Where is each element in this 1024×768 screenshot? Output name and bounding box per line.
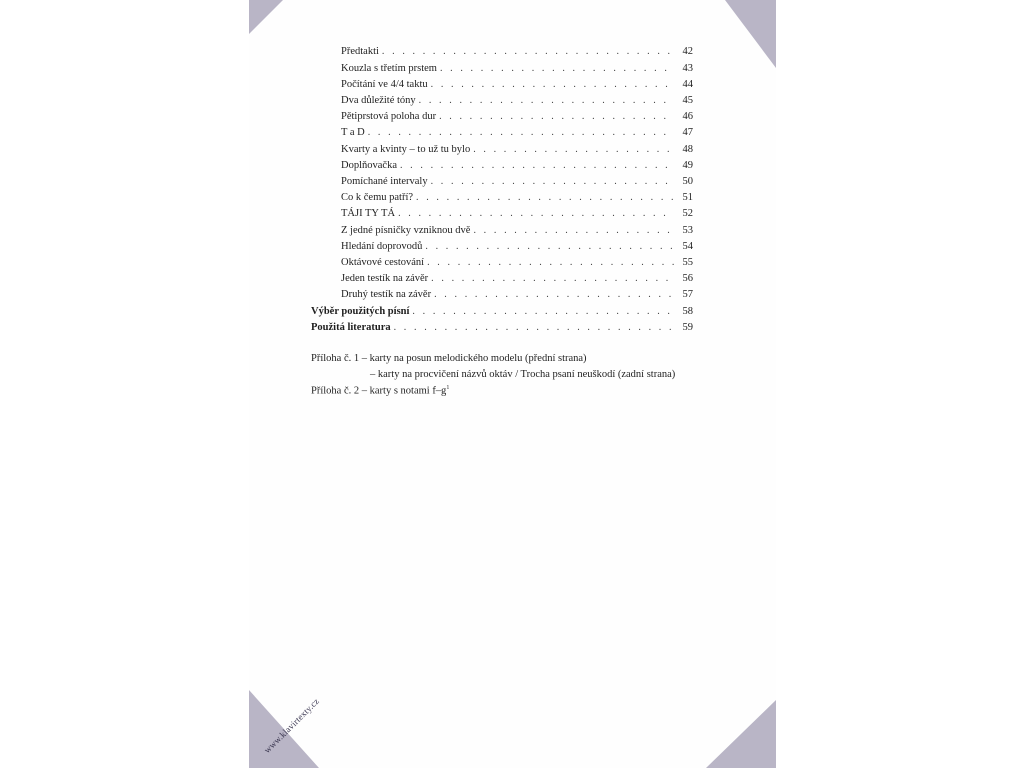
toc-entry-section — [311, 306, 693, 322]
toc-entry — [341, 95, 693, 111]
toc-entry-page: 55 — [682, 257, 693, 268]
dot-leader — [368, 127, 674, 138]
toc-entry-title: Počítání ve 4/4 taktu — [341, 79, 428, 90]
toc-entry-page: 43 — [682, 63, 693, 74]
toc-entry-page: 59 — [682, 322, 693, 333]
toc-entry-title: Pomíchané intervaly — [341, 176, 428, 187]
toc-entry-title: Z jedné písničky vzniknou dvě — [341, 225, 471, 236]
toc-entry-page: 45 — [682, 95, 693, 106]
toc-entry-page: 44 — [682, 79, 693, 90]
toc-entry — [341, 79, 693, 95]
dot-leader — [398, 208, 674, 219]
toc-entry — [341, 160, 693, 176]
dot-leader — [412, 306, 674, 317]
dot-leader — [425, 241, 674, 252]
dot-leader — [416, 192, 674, 203]
toc-entry-title: Oktávové cestování — [341, 257, 425, 268]
dot-leader — [400, 160, 674, 171]
toc-entry-title: TÁJI TY TÁ — [341, 208, 396, 219]
dot-leader — [473, 225, 674, 236]
toc-entry — [341, 192, 693, 208]
toc-entry-page: 48 — [682, 144, 693, 155]
appendix-line-2: – karty na procvičení názvů oktáv / Trocha psaní neuškodí (zadní strana) — [370, 369, 676, 380]
watermark: www.klavirtexty.cz — [262, 696, 321, 756]
toc-entry — [341, 257, 693, 273]
toc-entry-page: 46 — [682, 111, 693, 122]
toc-entry-page: 42 — [682, 46, 693, 57]
toc-entry-title: Jeden testík na závěr — [341, 273, 429, 284]
toc-entry-title: Výběr použitých písní — [311, 306, 410, 317]
toc-entry — [341, 63, 693, 79]
toc-entry-page: 56 — [682, 273, 693, 284]
dot-leader — [439, 111, 674, 122]
toc-entry-page: 54 — [682, 241, 693, 252]
appendix-line-3 — [311, 385, 449, 397]
dot-leader — [394, 322, 674, 333]
toc-entry — [341, 111, 693, 127]
toc-entry-page: 58 — [682, 306, 693, 317]
toc-entry-page: 57 — [682, 289, 693, 300]
toc-entry — [341, 273, 693, 289]
toc-entry-page: 53 — [682, 225, 693, 236]
dot-leader — [434, 289, 674, 300]
toc-entry-title: Dva důležité tóny — [341, 95, 416, 106]
toc-entry-title: Kouzla s třetím prstem — [341, 63, 437, 74]
toc-entry-title: Doplňovačka — [341, 160, 397, 171]
toc-entry — [341, 144, 693, 160]
toc-entry-title: Hledání doprovodů — [341, 241, 423, 252]
toc-entry — [341, 289, 693, 305]
toc-entry-title: Co k čemu patří? — [341, 192, 414, 203]
toc-entry — [341, 127, 693, 143]
dot-leader — [382, 46, 674, 57]
toc-entry-page: 52 — [682, 208, 693, 219]
dot-leader — [440, 63, 674, 74]
toc-entry-page: 51 — [682, 192, 693, 203]
toc-entry — [341, 241, 693, 257]
appendix-line-1: Příloha č. 1 – karty na posun melodického modelu (přední strana) — [311, 353, 587, 364]
toc-entry-title: Pětiprstová poloha dur — [341, 111, 437, 122]
toc-entry-page: 47 — [682, 127, 693, 138]
toc-entry-title: Kvarty a kvinty – to už tu bylo — [341, 144, 471, 155]
toc-entry — [341, 225, 693, 241]
appendix-line-3-text: Příloha č. 2 – karty s notami f–g — [311, 385, 447, 397]
dot-leader — [473, 144, 674, 155]
toc-entry — [341, 208, 693, 224]
dot-leader — [427, 257, 674, 268]
toc-entry-title: Předtakti — [341, 46, 379, 57]
appendix-line-3-superscript: 1 — [446, 385, 450, 391]
toc-entry-section — [311, 322, 693, 338]
dot-leader — [431, 273, 674, 284]
toc-entry-title: T a D — [341, 127, 365, 138]
toc-entry — [341, 176, 693, 192]
dot-leader — [419, 95, 674, 106]
dot-leader — [431, 176, 674, 187]
toc-entry-page: 50 — [682, 176, 693, 187]
toc-entry-page: 49 — [682, 160, 693, 171]
dot-leader — [431, 79, 674, 90]
toc-entry-title: Druhý testík na závěr — [341, 289, 432, 300]
toc-entry-title: Použitá literatura — [311, 322, 391, 333]
toc-entry — [341, 46, 693, 62]
